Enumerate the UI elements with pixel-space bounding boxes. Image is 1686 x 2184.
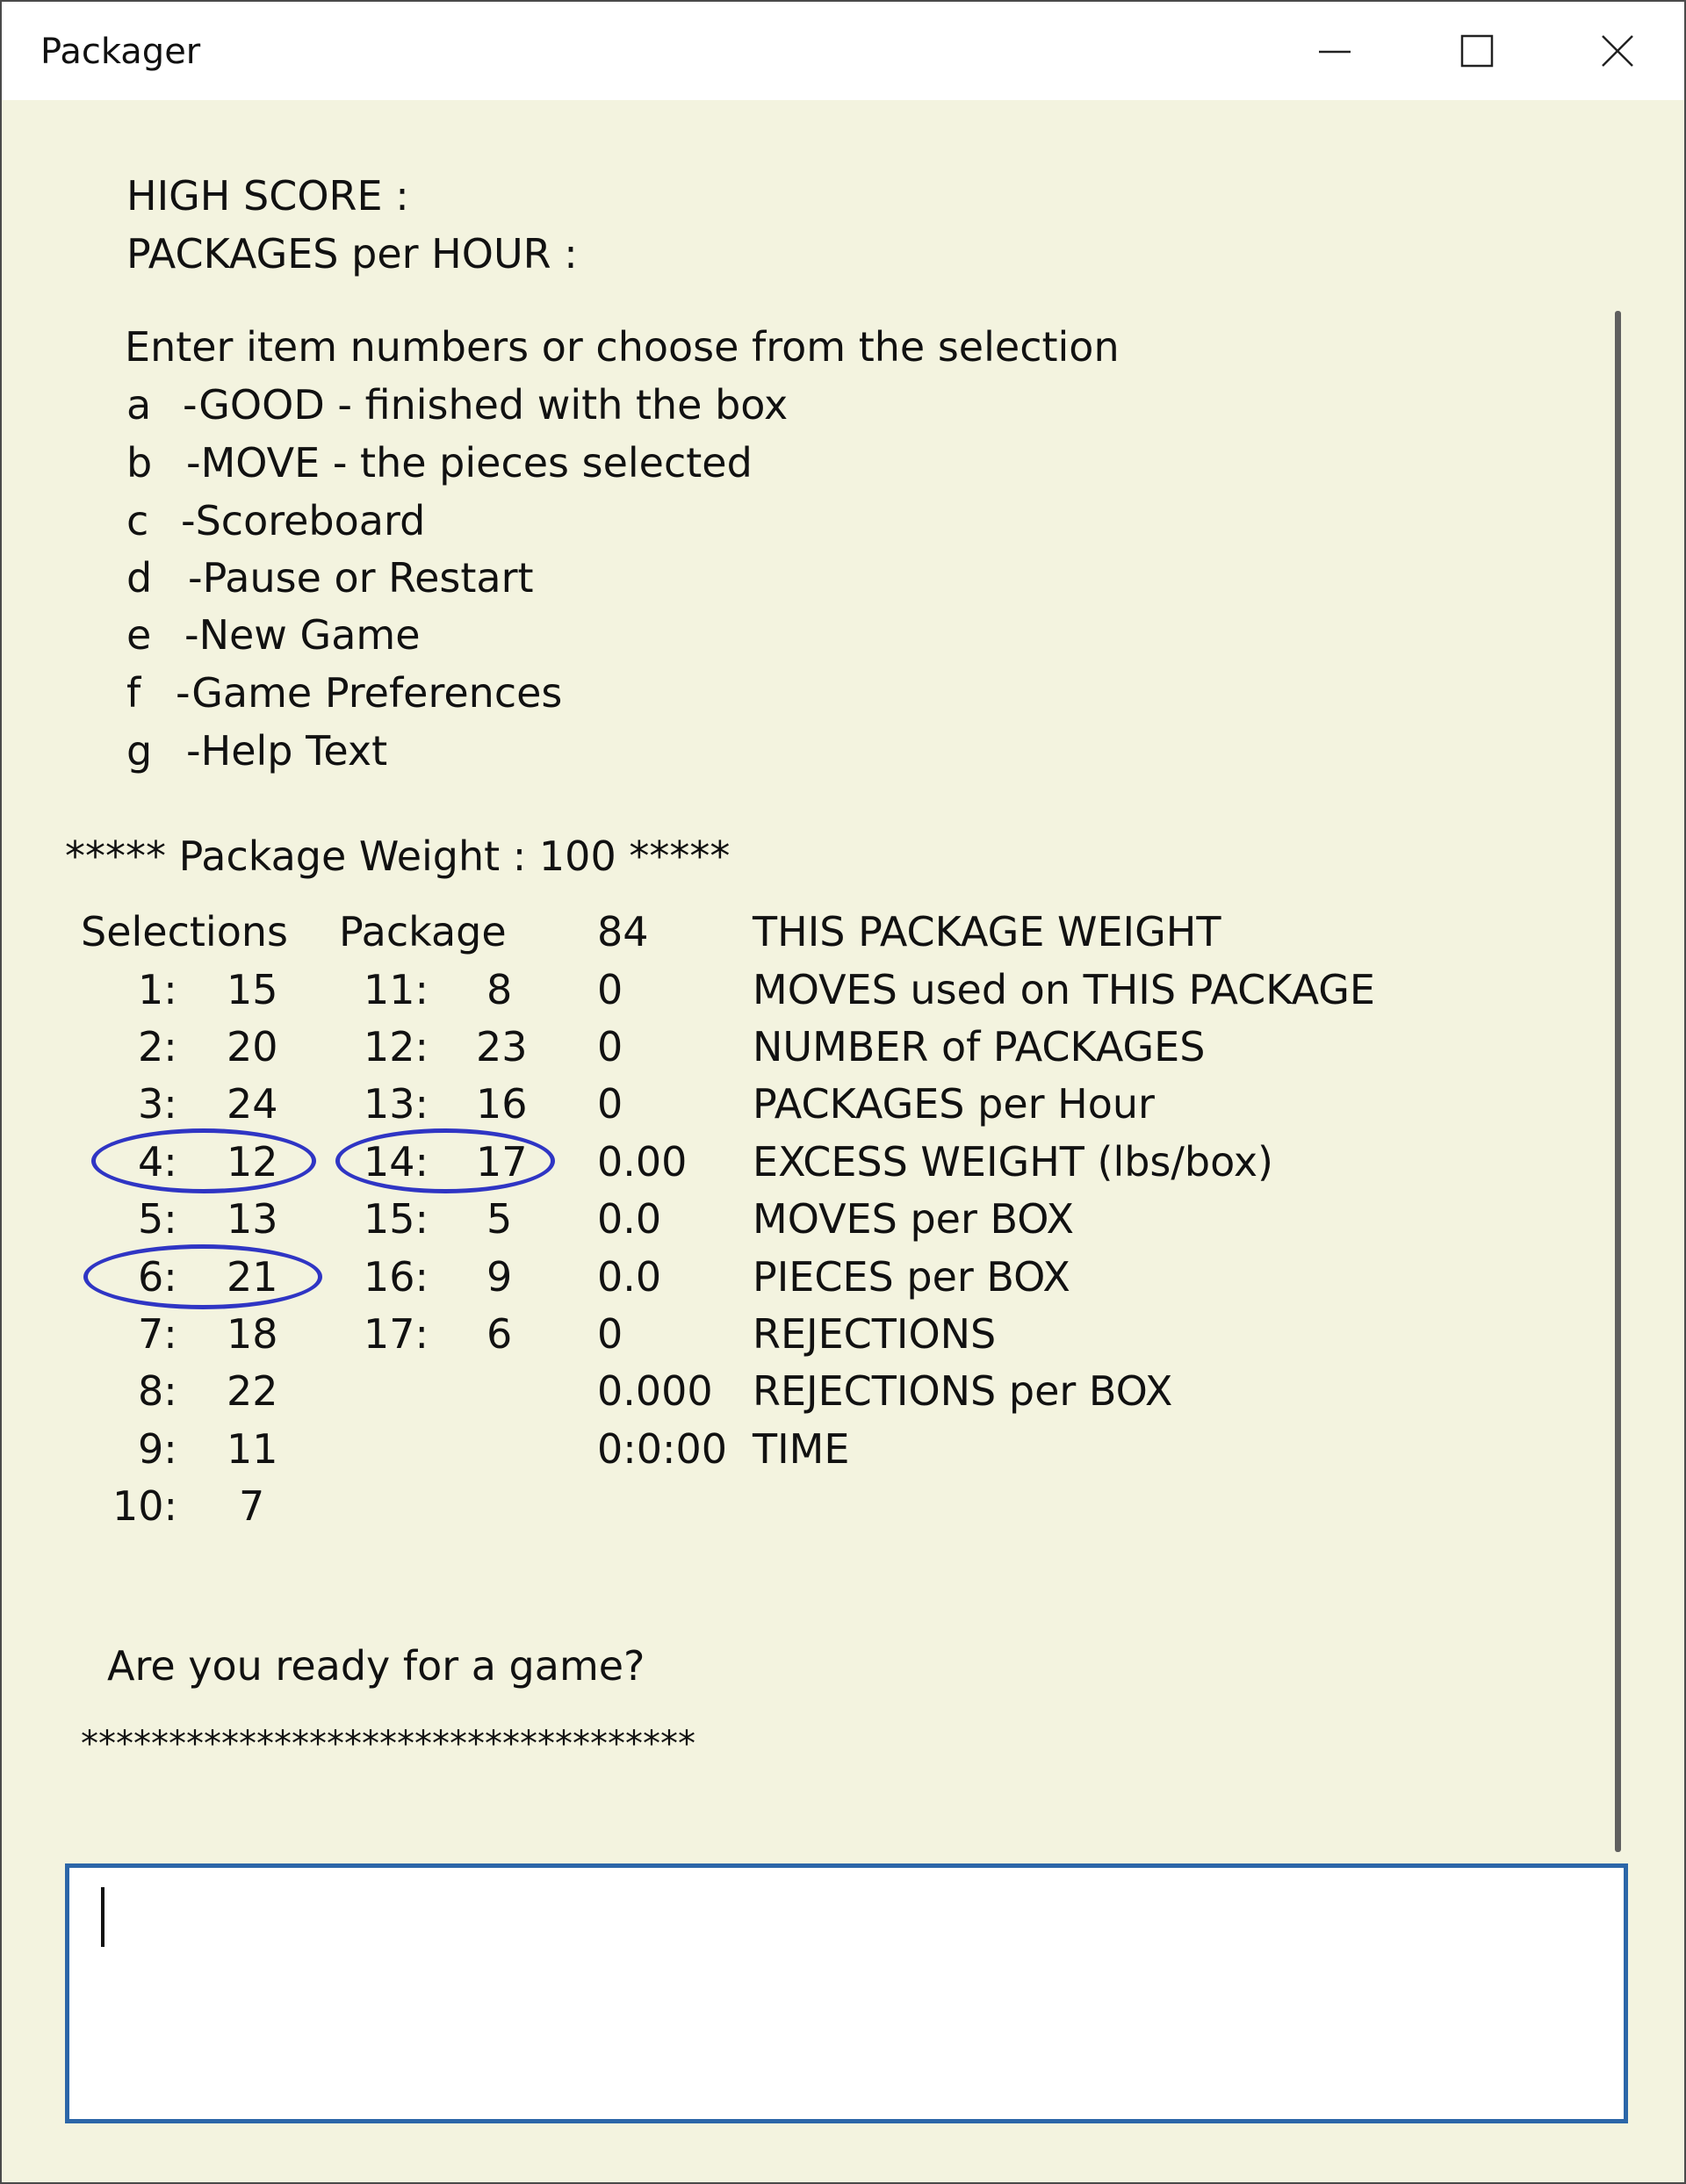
text-caret [101, 1887, 104, 1947]
menu-item-label: -Game Preferences [176, 669, 563, 717]
package-header: Package [339, 908, 507, 955]
menu-item-label: -Scoreboard [181, 497, 426, 544]
menu-key: f [126, 669, 141, 717]
package-item-value: 17 [476, 1138, 528, 1186]
menu-key: b [126, 439, 153, 487]
menu-item-label: -MOVE - the pieces selected [186, 439, 753, 487]
selection-value: 12 [227, 1138, 278, 1186]
package-item-number: 12: [364, 1023, 429, 1070]
stat-label: EXCESS WEIGHT (lbs/box) [753, 1138, 1273, 1186]
package-weight-banner: ***** Package Weight : 100 ***** [65, 833, 731, 880]
selection-6-highlight-circle [83, 1244, 322, 1309]
menu-item-label: -New Game [184, 611, 421, 659]
selections-header: Selections [81, 908, 288, 955]
selection-value: 15 [227, 966, 278, 1013]
stat-value: 0.0 [597, 1195, 662, 1243]
package-item-value: 5 [486, 1195, 513, 1243]
package-item-number: 16: [364, 1253, 429, 1301]
package-item-number: 13: [364, 1080, 429, 1128]
stat-value: 0 [597, 966, 623, 1013]
selection-number: 2: [138, 1023, 177, 1070]
minimize-icon [1317, 33, 1352, 68]
stat-value: 0.00 [597, 1138, 688, 1186]
selection-number: 1: [138, 966, 177, 1013]
menu-item-label: -Help Text [186, 727, 388, 775]
menu-key: g [126, 727, 153, 775]
stat-label: NUMBER of PACKAGES [753, 1023, 1206, 1070]
stat-value: 0.000 [597, 1367, 713, 1415]
maximize-icon [1459, 33, 1495, 68]
selection-value: 20 [227, 1023, 278, 1070]
selection-number: 6: [138, 1253, 177, 1301]
menu-item-label: -Pause or Restart [188, 554, 534, 602]
selection-number: 8: [138, 1367, 177, 1415]
package-item-number: 11: [364, 966, 429, 1013]
package-item-number: 17: [364, 1310, 429, 1358]
package-item-value: 6 [486, 1310, 513, 1358]
stat-label: REJECTIONS [753, 1310, 997, 1358]
stat-label: PIECES per BOX [753, 1253, 1070, 1301]
package-item-value: 23 [476, 1023, 528, 1070]
stat-label: TIME [753, 1425, 850, 1473]
selection-value: 22 [227, 1367, 278, 1415]
window-title: Packager [40, 32, 201, 72]
packages-per-hour-label: PACKAGES per HOUR : [126, 230, 578, 278]
menu-key: a [126, 381, 152, 429]
menu-item-label: -GOOD - finished with the box [183, 381, 789, 429]
vertical-scrollbar[interactable] [1615, 311, 1621, 1852]
minimize-button[interactable] [1300, 23, 1370, 79]
selection-value: 21 [227, 1253, 278, 1301]
selection-number: 3: [138, 1080, 177, 1128]
selection-value: 7 [239, 1482, 265, 1530]
selection-number: 9: [138, 1425, 177, 1473]
selection-value: 24 [227, 1080, 278, 1128]
menu-intro: Enter item numbers or choose from the selection [125, 323, 1120, 371]
stat-label: MOVES used on THIS PACKAGE [753, 966, 1375, 1013]
close-icon [1600, 33, 1635, 68]
stat-value: 0 [597, 1023, 623, 1070]
stat-label: PACKAGES per Hour [753, 1080, 1155, 1128]
menu-key: d [126, 554, 153, 602]
separator-stars: *********************************** [81, 1724, 695, 1764]
close-button[interactable] [1582, 23, 1653, 79]
stat-value: 0.0 [597, 1253, 662, 1301]
selection-number: 4: [138, 1138, 177, 1186]
package-item-value: 9 [486, 1253, 513, 1301]
stat-value: 0 [597, 1080, 623, 1128]
title-bar[interactable] [2, 2, 1684, 100]
stat-label: REJECTIONS per BOX [753, 1367, 1173, 1415]
stat-label: MOVES per BOX [753, 1195, 1075, 1243]
selection-number: 5: [138, 1195, 177, 1243]
package-item-value: 16 [476, 1080, 528, 1128]
package-14-highlight-circle [335, 1128, 555, 1193]
selection-number: 7: [138, 1310, 177, 1358]
package-weight-value: 84 [597, 908, 649, 955]
maximize-button[interactable] [1442, 23, 1512, 79]
menu-key: c [126, 497, 149, 544]
high-score-label: HIGH SCORE : [126, 172, 409, 220]
selection-value: 18 [227, 1310, 278, 1358]
package-weight-label: THIS PACKAGE WEIGHT [753, 908, 1221, 955]
selection-4-highlight-circle [91, 1128, 316, 1193]
selection-value: 11 [227, 1425, 278, 1473]
ready-prompt: Are you ready for a game? [107, 1642, 645, 1690]
stat-value: 0 [597, 1310, 623, 1358]
selection-value: 13 [227, 1195, 278, 1243]
command-input[interactable] [65, 1863, 1628, 2123]
selection-number: 10: [112, 1482, 178, 1530]
package-item-number: 15: [364, 1195, 429, 1243]
menu-key: e [126, 611, 152, 659]
package-item-number: 14: [364, 1138, 429, 1186]
package-item-value: 8 [486, 966, 513, 1013]
stat-value: 0:0:00 [597, 1425, 728, 1473]
